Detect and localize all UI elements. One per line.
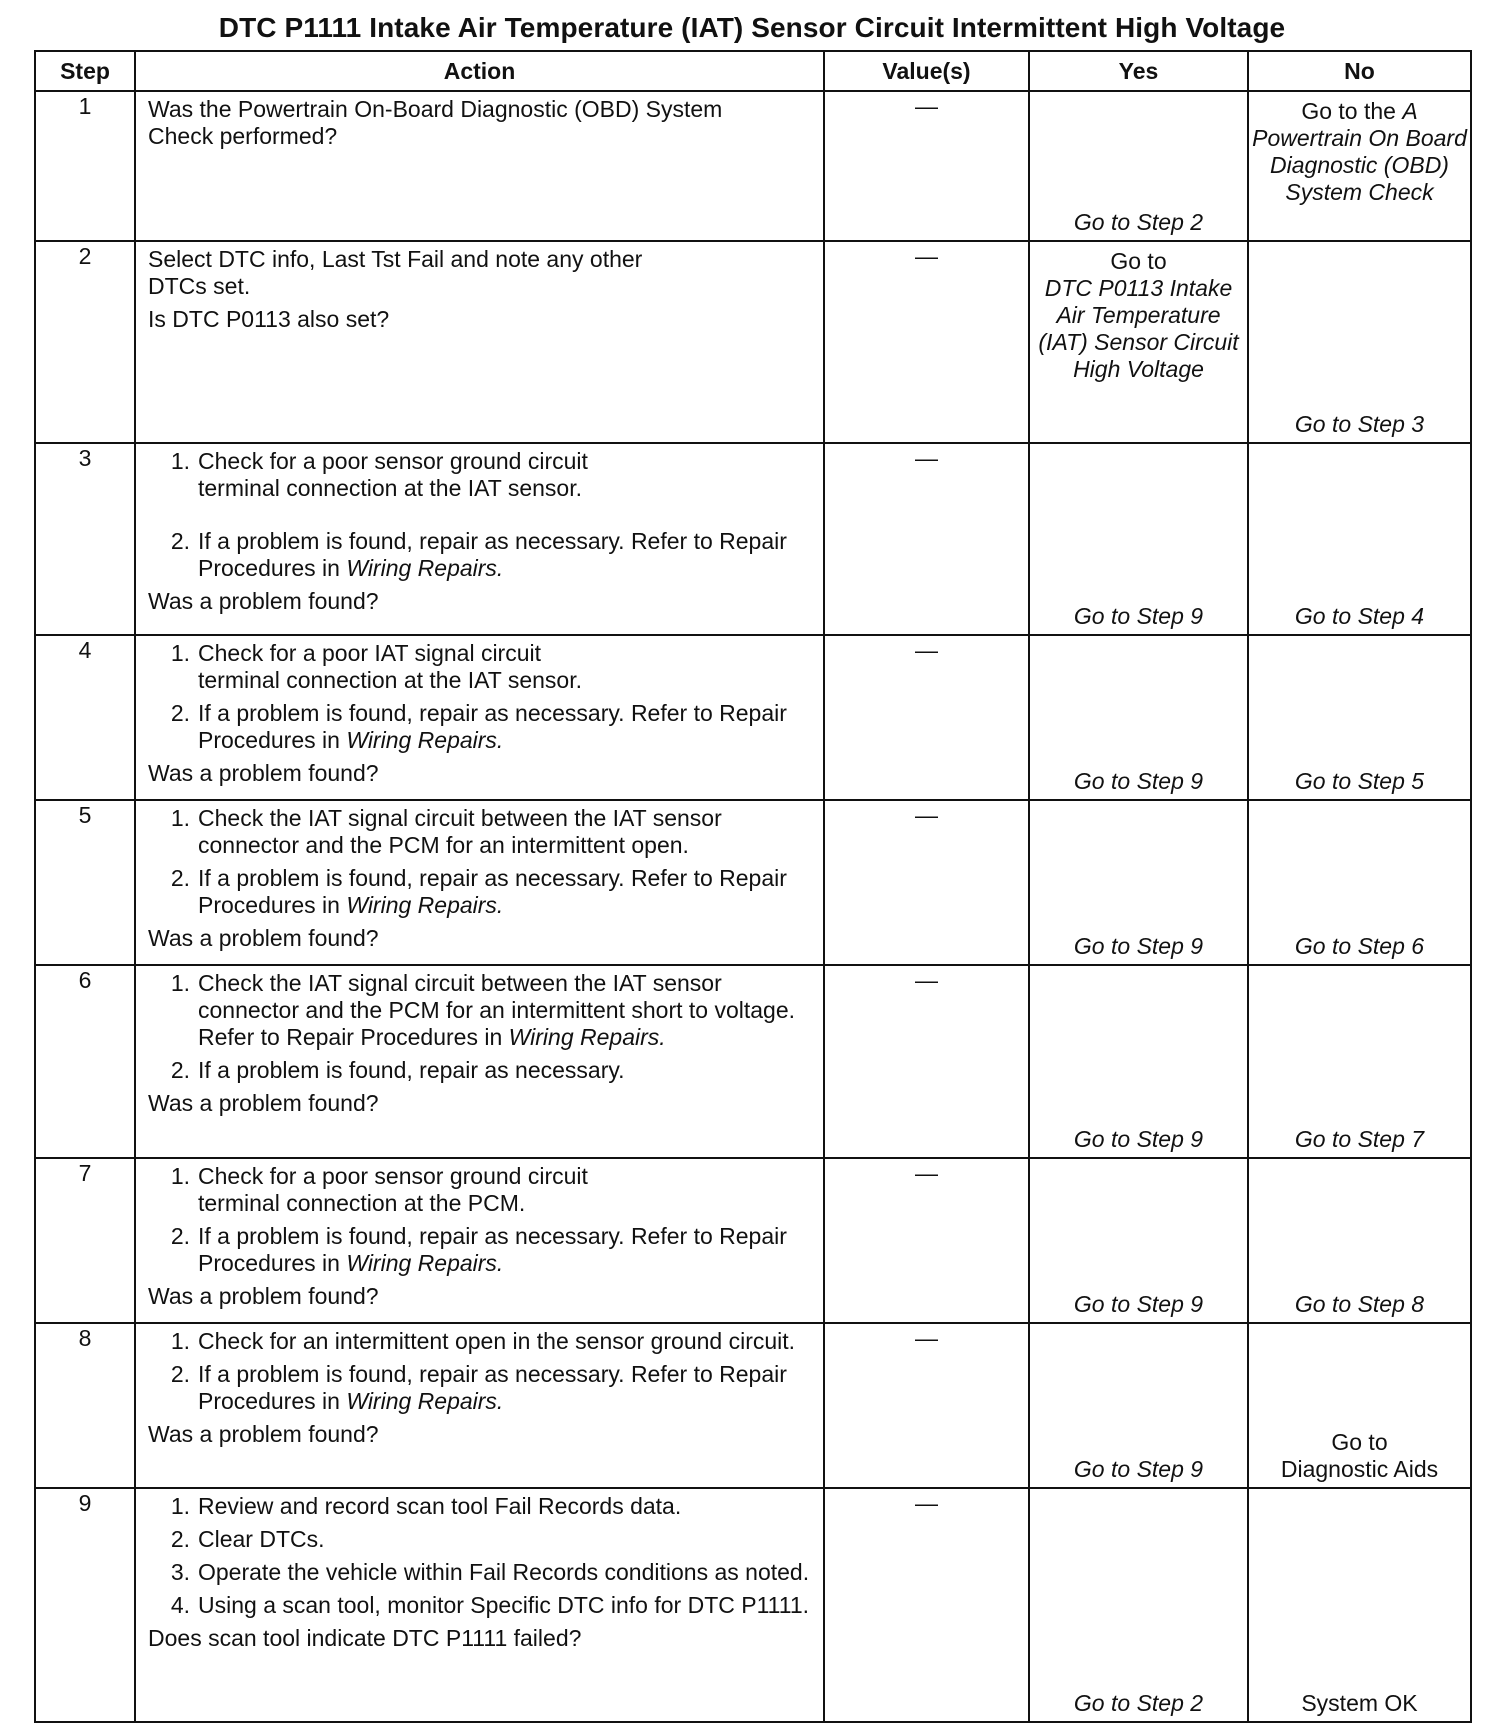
action-cell (135, 1488, 824, 1722)
item-number: 1. (170, 805, 190, 831)
step-number: 7 (35, 1158, 135, 1323)
value-cell: — (824, 1323, 1029, 1488)
action-question: Was a problem found? (148, 760, 379, 786)
header-no: No (1248, 51, 1471, 91)
yes-cell (1029, 635, 1248, 800)
yes-cell (1029, 241, 1248, 443)
yes-target: Go to Step 9 (1073, 1126, 1204, 1152)
yes-target: Go to Step 2 (1073, 209, 1204, 235)
action-question: Was a problem found? (148, 588, 379, 614)
value-cell: — (824, 241, 1029, 443)
value-cell: — (824, 800, 1029, 965)
item-text: terminal connection at the IAT sensor. (198, 667, 582, 693)
table-row (35, 1158, 1471, 1323)
action-cell (135, 965, 824, 1158)
item-number: 3. (170, 1559, 190, 1585)
item-text: Check for a poor sensor ground circuit (198, 448, 588, 474)
action-cell (135, 443, 824, 635)
header-step: Step (35, 51, 135, 91)
item-text: connector and the PCM for an intermittent open. (198, 832, 689, 858)
yes-target (1030, 248, 1247, 383)
action-item (148, 970, 813, 1051)
table-row (35, 965, 1471, 1158)
item-number: 2. (170, 1361, 190, 1387)
yes-target: Go to Step 9 (1073, 1456, 1204, 1482)
action-item (148, 700, 813, 754)
item-number: 2. (170, 528, 190, 554)
no-cell (1248, 1158, 1471, 1323)
item-number: 2. (170, 865, 190, 891)
action-item (148, 448, 813, 502)
step-number: 3 (35, 443, 135, 635)
item-reference: Wiring Repairs. (346, 555, 504, 581)
no-cell (1248, 965, 1471, 1158)
item-text: terminal connection at the IAT sensor. (198, 475, 582, 501)
item-number: 1. (170, 970, 190, 996)
table-row (35, 1323, 1471, 1488)
no-target: Go to Step 8 (1294, 1291, 1425, 1317)
no-target: System OK (1301, 1690, 1418, 1716)
no-line: Diagnostic Aids (1280, 1456, 1439, 1482)
value-cell: — (824, 965, 1029, 1158)
table-row (35, 241, 1471, 443)
action-item (148, 1328, 813, 1355)
item-text: If a problem is found, repair as necessary. Refer to Repair Procedures in (198, 528, 787, 581)
header-action: Action (135, 51, 824, 91)
no-cell (1248, 443, 1471, 635)
table-row (35, 635, 1471, 800)
item-reference: Wiring Repairs. (346, 892, 504, 918)
header-row (35, 51, 1471, 91)
action-cell (135, 1158, 824, 1323)
yes-cell (1029, 1323, 1248, 1488)
yes-target: Go to Step 9 (1073, 933, 1204, 959)
no-cell (1248, 635, 1471, 800)
yes-link: DTC P0113 Intake Air Temperature (IAT) Sensor Circuit High Voltage (1038, 275, 1239, 382)
action-item (148, 805, 813, 859)
no-target: Go to Step 5 (1294, 768, 1425, 794)
yes-cell (1029, 443, 1248, 635)
action-item (148, 1592, 813, 1619)
item-number: 1. (170, 1163, 190, 1189)
item-text: terminal connection at the PCM. (198, 1190, 526, 1216)
action-item (148, 1361, 813, 1415)
action-text: Check performed? (148, 123, 338, 149)
action-item (148, 1163, 813, 1217)
no-link: A Powertrain On Board Diagnostic (OBD) System Check (1252, 98, 1467, 205)
action-question: Was a problem found? (148, 925, 379, 951)
item-number: 1. (170, 1493, 190, 1519)
no-target: Go to Step 3 (1294, 411, 1425, 437)
item-text: If a problem is found, repair as necessary. Refer to Repair Procedures in (198, 1223, 787, 1276)
action-cell (135, 800, 824, 965)
item-text: If a problem is found, repair as necessary. (198, 1057, 625, 1083)
item-number: 2. (170, 1526, 190, 1552)
action-cell (135, 1323, 824, 1488)
item-number: 1. (170, 448, 190, 474)
action-item (148, 1223, 813, 1277)
item-text: Check for a poor sensor ground circuit (198, 1163, 588, 1189)
step-number: 5 (35, 800, 135, 965)
item-number: 2. (170, 1057, 190, 1083)
step-number: 1 (35, 91, 135, 241)
action-question: Was a problem found? (148, 1421, 379, 1447)
action-question: Does scan tool indicate DTC P1111 failed? (148, 1625, 582, 1651)
step-number: 9 (35, 1488, 135, 1722)
action-cell (135, 91, 824, 241)
step-number: 2 (35, 241, 135, 443)
value-cell: — (824, 635, 1029, 800)
item-reference: Wiring Repairs. (346, 1250, 504, 1276)
value-cell: — (824, 1488, 1029, 1722)
item-number: 1. (170, 1328, 190, 1354)
no-cell (1248, 91, 1471, 241)
action-text: DTCs set. (148, 273, 251, 299)
item-number: 4. (170, 1592, 190, 1618)
item-reference: Wiring Repairs. (346, 1388, 504, 1414)
yes-target: Go to Step 9 (1073, 768, 1204, 794)
no-cell (1248, 1323, 1471, 1488)
item-text: Clear DTCs. (198, 1526, 325, 1552)
action-question: Was a problem found? (148, 1090, 379, 1116)
action-cell (135, 635, 824, 800)
item-text: If a problem is found, repair as necessary. Refer to Repair Procedures in (198, 1361, 787, 1414)
step-number: 6 (35, 965, 135, 1158)
item-text: If a problem is found, repair as necessary. Refer to Repair Procedures in (198, 700, 787, 753)
value-cell: — (824, 91, 1029, 241)
header-values: Value(s) (824, 51, 1029, 91)
value-cell: — (824, 443, 1029, 635)
item-text: If a problem is found, repair as necessary. Refer to Repair Procedures in (198, 865, 787, 918)
yes-cell (1029, 800, 1248, 965)
value-cell: — (824, 1158, 1029, 1323)
no-target: Go to Step 4 (1294, 603, 1425, 629)
page-title: DTC P1111 Intake Air Temperature (IAT) Sensor Circuit Intermittent High Voltage (218, 12, 1286, 43)
step-number: 4 (35, 635, 135, 800)
header-yes: Yes (1029, 51, 1248, 91)
step-number: 8 (35, 1323, 135, 1488)
action-text: Select DTC info, Last Tst Fail and note any other (148, 246, 643, 272)
item-number: 2. (170, 1223, 190, 1249)
item-number: 1. (170, 640, 190, 666)
item-text: Review and record scan tool Fail Records data. (198, 1493, 682, 1519)
yes-prefix: Go to (1110, 248, 1167, 274)
table-row (35, 91, 1471, 241)
table-row (35, 1488, 1471, 1722)
action-cell (135, 241, 824, 443)
no-target (1249, 1429, 1470, 1483)
no-prefix: Go to the (1301, 98, 1396, 124)
action-item (148, 1526, 813, 1553)
item-reference: Wiring Repairs. (508, 1024, 666, 1050)
item-text: Using a scan tool, monitor Specific DTC info for DTC P1111. (198, 1592, 810, 1618)
no-target: Go to Step 6 (1294, 933, 1425, 959)
action-question: Was a problem found? (148, 1283, 379, 1309)
yes-cell (1029, 1158, 1248, 1323)
yes-target: Go to Step 2 (1073, 1690, 1204, 1716)
item-text: Check for an intermittent open in the sensor ground circuit. (198, 1328, 796, 1354)
item-text: Operate the vehicle within Fail Records conditions as noted. (198, 1559, 810, 1585)
yes-target: Go to Step 9 (1073, 603, 1204, 629)
action-item (148, 865, 813, 919)
table-row (35, 443, 1471, 635)
no-cell (1248, 241, 1471, 443)
yes-cell (1029, 91, 1248, 241)
yes-cell (1029, 965, 1248, 1158)
no-target (1249, 98, 1470, 206)
no-cell (1248, 1488, 1471, 1722)
item-text: Check the IAT signal circuit between the IAT sensor connector and the PCM for an intermittent short to voltage. Refer to Repair Procedures in (198, 970, 796, 1050)
action-question: Is DTC P0113 also set? (148, 306, 390, 332)
item-text: Check the IAT signal circuit between the IAT sensor (198, 805, 722, 831)
item-text: Check for a poor IAT signal circuit (198, 640, 542, 666)
action-item (148, 528, 813, 582)
no-line: Go to (1331, 1429, 1388, 1455)
no-cell (1248, 800, 1471, 965)
action-text: Was the Powertrain On-Board Diagnostic (OBD) System (148, 96, 723, 122)
action-item (148, 640, 813, 694)
table-row (35, 800, 1471, 965)
action-item (148, 1493, 813, 1520)
no-target: Go to Step 7 (1294, 1126, 1425, 1152)
yes-cell (1029, 1488, 1248, 1722)
action-item (148, 1559, 813, 1586)
yes-target: Go to Step 9 (1073, 1291, 1204, 1317)
item-number: 2. (170, 700, 190, 726)
action-item (148, 1057, 813, 1084)
diagnostic-table (34, 50, 1472, 1723)
item-reference: Wiring Repairs. (346, 727, 504, 753)
